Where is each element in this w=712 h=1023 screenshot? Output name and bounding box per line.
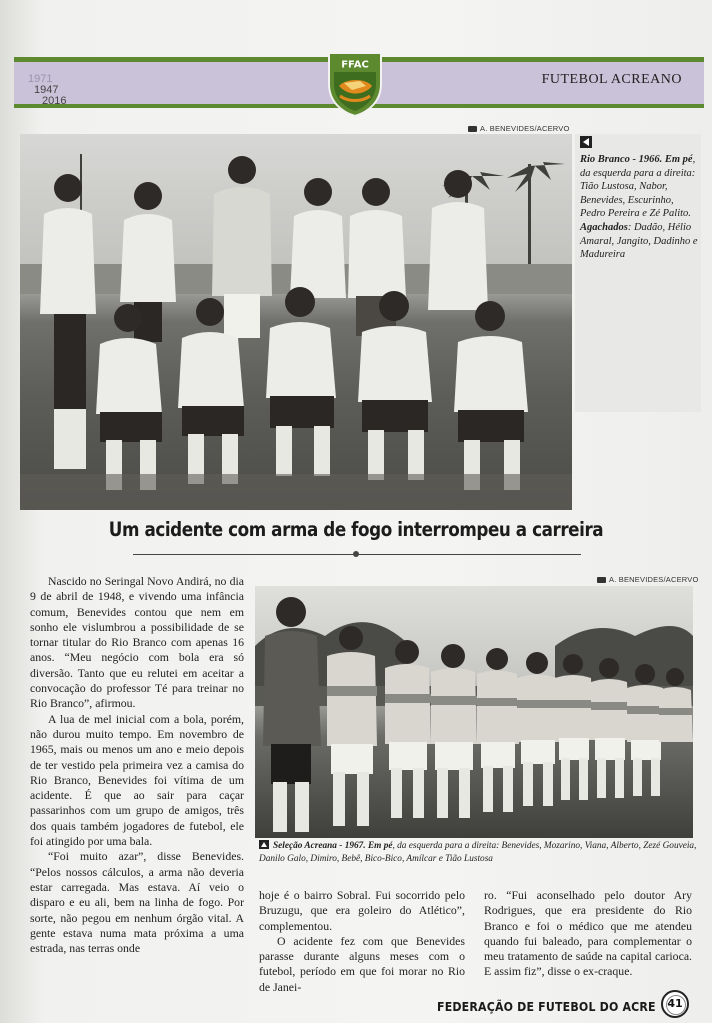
header-year-start: 1947 [34,84,59,96]
photo1-caption-title: Rio Branco - 1966. [580,154,663,165]
header-year-ghost: 1971 [28,73,53,85]
photo1-credit-text: A. BENEVIDES/ACERVO [480,124,570,133]
team-photo-rio-branco-1966 [20,134,572,510]
photo2-caption-lead: Em pé [367,841,393,851]
photo1-illustration [20,134,572,510]
camera-icon [468,126,477,132]
camera-icon [597,577,606,583]
article-paragraph: “Foi muito azar”, disse Benevides. “Pelos nossos cálculos, a arma não deveria estar carregada. Mas estava. Aí veio o disparo e eu ali, bem na linha de fogo. Por sorte, não pegou em nenhum órgão vital. A gente estava numa mata próxima a uma estrada, nas terras onde [30,849,244,956]
page-number-badge [661,990,689,1018]
photo2-credit-text: A. BENEVIDES/ACERVO [609,575,699,584]
header-years [28,74,66,107]
article-column-2 [259,888,465,995]
article-paragraph: Nascido no Seringal Novo Andirá, no dia 9 de abril de 1948, e vivendo uma infância comum, Benevides contou que nem em sonho ele vislumbrou a possibilidade de se tornar titular do Rio Branco com apenas 16 anos. “Meu negócio com bola era só diversão. Tanto que eu relutei em aceitar a convocação do professor Té para treinar no Rio Branco”, afirmou. [30,574,244,711]
article-column-3 [484,888,692,980]
footer-publisher: FEDERAÇÃO DE FUTEBOL DO ACRE [437,999,656,1014]
photo2-caption-text: , da esquerda para a direita: Benevides, Mozarino, Viana, Alberto, Zezé Gouveia, Danilo Galo, Dimiro, Bebê, Bico-Bico, Amílcar e Tião Lustosa [259,841,697,864]
logo-text: FFAC [341,59,369,71]
article-paragraph: hoje é o bairro Sobral. Fui socorrido pelo Bruzugu, que era goleiro do Atlético”, complementou. [259,888,465,933]
section-title: FUTEBOL ACREANO [541,72,682,87]
photo2-caption-title: Seleção Acreana - 1967. [273,841,366,851]
headline-rule-dot [353,551,359,557]
article-column-1 [30,574,244,956]
ffac-shield-logo [326,50,384,118]
caption-arrow-icon [580,136,592,148]
article-paragraph: O acidente fez com que Benevides parasse durante alguns meses com o futebol, período em que foi morar no Rio de Janei- [259,933,465,994]
caption-triangle-icon [259,840,269,849]
photo2-credit [597,575,699,584]
header-year-end: 2016 [42,95,67,107]
photo2-caption [259,840,699,865]
article-paragraph: ro. “Fui aconselhado pelo doutor Ary Rodrigues, que era presidente do Rio Branco e foi o médico que me atendeu quando fui baleado, para complementar o meu tratamento de saúde na capital carioca. E assim fiz”, disse o ex-craque. [484,888,692,979]
photo1-credit [468,124,570,133]
photo1-caption-lead: Em pé [664,154,693,165]
photo2-illustration [255,586,693,838]
photo1-caption-box [575,134,701,412]
photo1-caption [580,153,698,262]
article-paragraph: A lua de mel inicial com a bola, porém, não durou muito tempo. Em novembro de 1965, mais ou menos um ano e meio depois de ter vestido pela primeira vez a camisa do Rio Branco, Benevides foi vítima de um acidente. É que ao sair para caçar passarinhos com um grupo de amigos, três dos quais também jogadores de futebol, ele foi atingido por uma bala. [30,711,244,849]
page-number: 41 [667,997,683,1010]
photo1-caption-text2: : Dadão, Hélio Amaral, Jangito, Dadinho e Madureira [580,221,698,261]
article-headline: Um acidente com arma de fogo interrompeu a carreira [108,518,604,541]
photo1-caption-text: , da esquerda para a direita: Tião Lustosa, Nabor, Benevides, Escurinho, Pedro Pereira e Zé Palito. [580,154,696,220]
team-photo-selecao-acreana-1967 [255,586,693,838]
photo1-caption-lead2: Agachados [580,221,628,233]
